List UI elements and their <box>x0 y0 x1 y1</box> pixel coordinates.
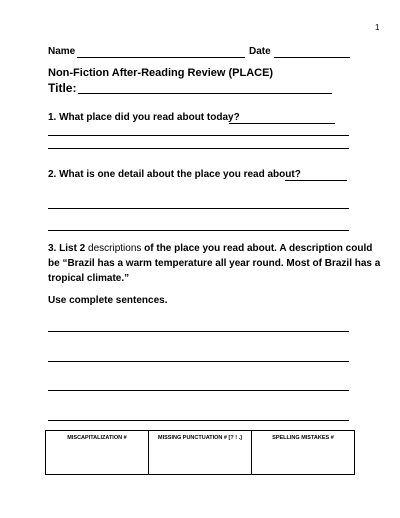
q3-prefix: 3. List 2 <box>48 243 89 254</box>
scoring-table <box>45 430 355 475</box>
q3-answer-line-4[interactable] <box>48 420 349 421</box>
date-label: Date <box>249 46 271 57</box>
question-3-line-1 <box>48 243 372 254</box>
q2-answer-line-1[interactable] <box>48 208 349 209</box>
page-number: 1 <box>375 23 380 32</box>
question-2: 2. What is one detail about the place you read about? <box>48 169 301 180</box>
q3-answer-line-3[interactable] <box>48 390 349 391</box>
q3-rest: of the place you read about. A description could <box>141 243 373 254</box>
q2-answer-line-2[interactable] <box>48 230 349 231</box>
q1-answer-line-2[interactable] <box>48 148 349 149</box>
q3-highlight: descriptions <box>88 243 142 254</box>
q1-inline-blank[interactable] <box>229 123 335 124</box>
question-3-instruction: Use complete sentences. <box>48 295 168 306</box>
question-3-line-2: be “Brazil has a warm temperature all year round. Most of Brazil has a <box>48 258 381 269</box>
question-3-line-3: tropical climate.” <box>48 273 130 284</box>
title-blank-line[interactable] <box>78 93 332 94</box>
miscapitalization-cell: MISCAPITALIZATION # <box>46 431 149 474</box>
title-label: Title: <box>48 81 77 95</box>
q1-answer-line-1[interactable] <box>48 135 349 136</box>
missing-punctuation-cell: MISSING PUNCTUATION # [? ! .] <box>149 431 252 474</box>
worksheet-title: Non-Fiction After-Reading Review (PLACE) <box>48 67 274 79</box>
name-label: Name <box>48 46 76 57</box>
date-blank-line[interactable] <box>274 57 350 58</box>
q3-answer-line-1[interactable] <box>48 331 349 332</box>
question-1: 1. What place did you read about today? <box>48 112 240 123</box>
q3-answer-line-2[interactable] <box>48 361 349 362</box>
spelling-mistakes-cell: SPELLING MISTAKES # <box>272 435 334 441</box>
q2-inline-blank[interactable] <box>285 180 347 181</box>
name-blank-line[interactable] <box>77 57 245 58</box>
